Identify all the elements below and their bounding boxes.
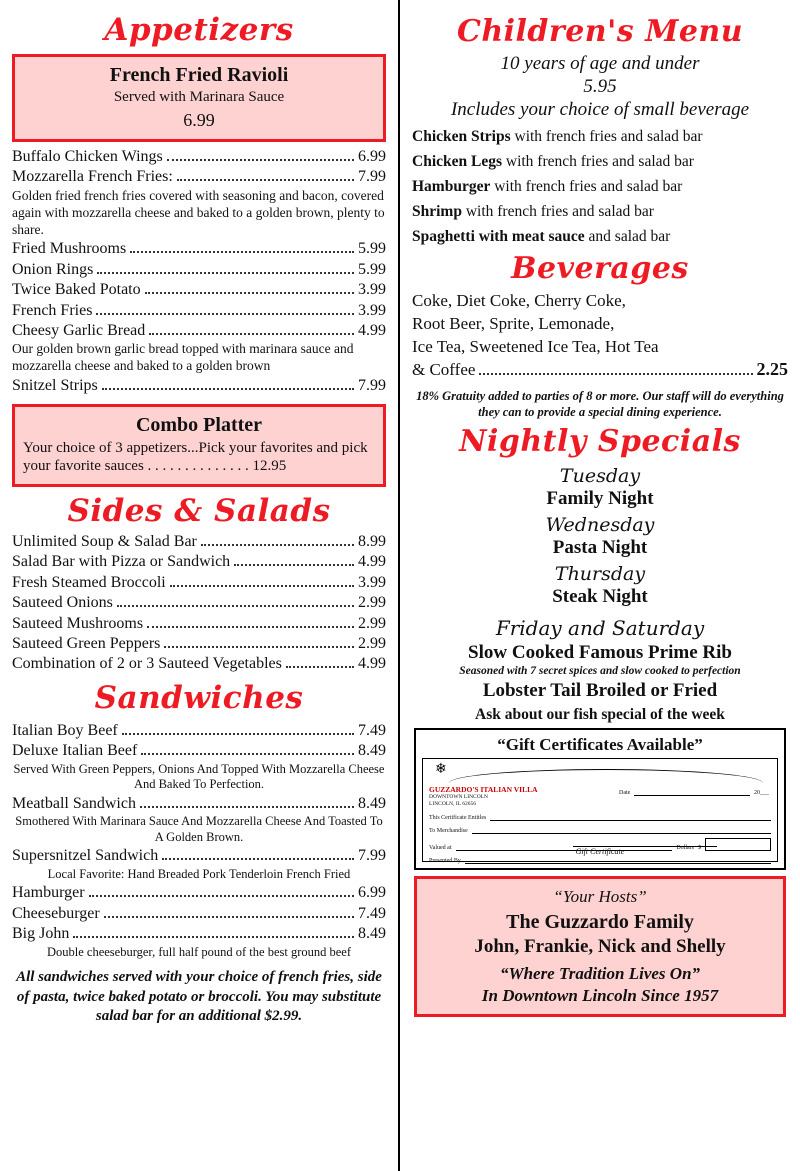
combo-platter-title: Combo Platter — [135, 413, 263, 436]
item-name: French Fries — [12, 301, 93, 319]
menu-item — [12, 261, 386, 279]
item-price: 4.99 — [358, 321, 386, 339]
combo-platter-box — [12, 404, 386, 488]
childrens-age-note: 10 years of age and under — [500, 53, 700, 74]
cert-entitles-row — [429, 812, 771, 821]
fish-special-note: Ask about our fish special of the week — [475, 706, 725, 724]
menu-item — [12, 322, 386, 340]
item-price: 2.99 — [358, 594, 386, 612]
bow-icon: ❄ — [435, 762, 447, 778]
item-name: Chicken Legs — [412, 153, 502, 170]
leader-dots — [122, 724, 354, 735]
cert-year: 20___ — [754, 790, 769, 797]
item-name: Big John — [12, 925, 70, 943]
item-description: Golden fried french fries covered with seasoning and bacon, covered again with mozzarella cheese and baked to a golden brown, plenty to share. — [12, 187, 385, 237]
item-name: Salad Bar with Pizza or Sandwich — [12, 553, 231, 571]
item-name: Spaghetti with meat sauce — [412, 228, 585, 245]
leader-dots — [286, 658, 354, 669]
item-price: 6.99 — [358, 884, 386, 902]
cert-presented-line — [465, 855, 771, 864]
special-name: Pasta Night — [552, 537, 648, 559]
item-name: Fresh Steamed Broccoli — [12, 573, 166, 591]
item-price: 8.99 — [358, 533, 386, 550]
special-day: Wednesday — [545, 514, 655, 537]
cert-signature-label: Gift Certificate — [575, 847, 625, 857]
beverages-line-2: Root Beer, Sprite, Lemonade, — [412, 313, 615, 333]
leader-dots — [149, 324, 354, 335]
leader-dots — [162, 850, 354, 861]
item-price: 4.99 — [358, 655, 386, 673]
item-name: Mozzarella French Fries: — [12, 168, 173, 186]
weekend-special-day: Friday and Saturday — [495, 616, 705, 641]
menu-item — [12, 148, 386, 166]
item-name: Cheesy Garlic Bread — [12, 321, 146, 339]
gratuity-note: 18% Gratuity added to parties of 8 or more. Our staff will do everything they can to provide a special dining experience. — [416, 388, 784, 420]
item-description: Smothered With Marinara Sauce And Mozzarella Cheese And Toasted To A Golden Brown. — [15, 814, 383, 844]
childrens-item — [412, 178, 788, 196]
item-description: Served With Green Peppers, Onions And Topped With Mozzarella Cheese And Baked To Perfection. — [13, 761, 385, 792]
cert-date-block — [619, 785, 769, 796]
menu-item — [12, 281, 386, 299]
cert-date-row — [619, 787, 769, 796]
weekend-special-main: Slow Cooked Famous Prime Rib — [468, 642, 732, 664]
item-price: 4.99 — [358, 553, 386, 571]
menu-item — [12, 574, 386, 592]
item-description: and salad bar — [588, 228, 671, 245]
beverages-price-row — [412, 359, 788, 380]
childrens-item — [412, 153, 788, 171]
ribbon-swoop — [449, 769, 763, 784]
item-description: with french fries and salad bar — [514, 128, 703, 145]
item-name: Shrimp — [412, 203, 462, 220]
item-price: 8.49 — [358, 925, 386, 943]
item-name: Italian Boy Beef — [12, 721, 118, 739]
item-price: 3.99 — [358, 573, 386, 591]
leader-dots — [201, 535, 354, 546]
item-name: Onion Rings — [12, 260, 94, 278]
item-name: Sauteed Green Peppers — [12, 634, 161, 652]
weekend-special-main-2: Lobster Tail Broiled or Fried — [482, 680, 718, 702]
item-price: 7.49 — [358, 904, 386, 922]
menu-item — [12, 377, 386, 395]
item-price: 6.99 — [358, 148, 386, 165]
item-description: with french fries and salad bar — [465, 203, 654, 220]
featured-appetizer-box — [12, 54, 386, 142]
leader-dots — [97, 263, 354, 274]
menu-item — [12, 655, 386, 673]
item-name: Supersnitzel Sandwich — [12, 847, 159, 865]
combo-platter-desc — [23, 439, 375, 477]
item-name: Hamburger — [12, 884, 85, 902]
item-description: Double cheeseburger, full half pound of the best ground beef — [46, 944, 352, 959]
gift-certificate-image — [422, 758, 778, 865]
item-description: with french fries and salad bar — [505, 153, 694, 170]
item-price: 7.49 — [358, 721, 386, 739]
leader-dots — [104, 907, 354, 918]
cert-date-label: Date — [619, 790, 631, 797]
featured-appetizer-title: French Fried Ravioli — [109, 64, 289, 86]
leader-dots — [167, 150, 354, 161]
item-name: Twice Baked Potato — [12, 281, 141, 299]
menu-item — [12, 594, 386, 612]
cert-dollar-sign: $ — [698, 845, 701, 852]
item-description: Our golden brown garlic bread topped with marinara sauce and mozzarella cheese and baked to a golden brown — [12, 341, 354, 374]
item-name: Deluxe Italian Beef — [12, 742, 138, 760]
childrens-item — [412, 228, 788, 246]
item-price: 2.99 — [358, 614, 386, 632]
leader-dots — [130, 243, 354, 254]
leader-dots — [117, 596, 354, 607]
combo-price: 12.95 — [252, 458, 287, 475]
hosts-quote: “Your Hosts” — [553, 887, 647, 907]
item-name: Combination of 2 or 3 Sauteed Vegetables — [12, 655, 282, 673]
childrens-beverage-note: Includes your choice of small beverage — [450, 99, 750, 120]
menu-item — [12, 615, 386, 633]
cert-presented-row — [429, 855, 771, 864]
leader-dots — [177, 171, 354, 182]
cert-valued-label: Valued at — [429, 845, 452, 852]
item-name: Chicken Strips — [412, 128, 511, 145]
item-price: 8.49 — [358, 742, 386, 760]
item-name: Meatball Sandwich — [12, 794, 136, 812]
beverages-line-3: Ice Tea, Sweetened Ice Tea, Hot Tea — [412, 336, 659, 356]
menu-item — [12, 635, 386, 653]
special-name: Family Night — [546, 488, 654, 510]
cert-presented-label: Presented By — [429, 858, 461, 865]
beverages-price: 2.25 — [756, 358, 788, 379]
brand-state: LINCOLN, IL 62656 — [429, 801, 476, 808]
gift-certificate-title: “Gift Certificates Available” — [497, 735, 703, 755]
hosts-tagline-1: “Where Tradition Lives On” — [499, 964, 701, 984]
childrens-item — [412, 128, 788, 146]
cert-merchandise-label: To Merchandise — [429, 828, 468, 835]
menu-item — [12, 533, 386, 551]
item-price: 2.99 — [358, 634, 386, 652]
nightly-specials-heading: Nightly Specials — [459, 424, 741, 460]
leader-dots — [73, 927, 354, 938]
leader-dots — [234, 556, 354, 567]
leader-dots — [147, 617, 354, 628]
featured-appetizer-price: 6.99 — [183, 110, 215, 130]
item-price: 5.99 — [358, 240, 386, 258]
leader-dots — [479, 363, 752, 374]
item-price: 7.99 — [358, 847, 386, 865]
brand-city: DOWNTOWN LINCOLN — [429, 794, 489, 801]
combo-dots: . . . . . . . . . . . . . . — [147, 458, 253, 475]
menu-item — [12, 884, 386, 902]
featured-appetizer-subtitle: Served with Marinara Sauce — [113, 89, 285, 105]
cert-entitles-line — [490, 812, 771, 821]
beverages-heading: Beverages — [511, 251, 689, 286]
item-name: Hamburger — [412, 178, 491, 195]
item-price: 8.49 — [358, 794, 386, 812]
special-name: Steak Night — [552, 586, 648, 608]
item-price: 7.99 — [358, 377, 386, 395]
item-name: Fried Mushrooms — [12, 240, 127, 258]
item-name: Snitzel Strips — [12, 377, 98, 395]
menu-item — [12, 905, 386, 923]
menu-item — [12, 795, 386, 813]
item-price: 3.99 — [358, 281, 386, 299]
menu-item — [12, 553, 386, 571]
beverages-line-4: & Coffee — [412, 359, 476, 379]
cert-merchandise-line — [472, 825, 771, 834]
menu-item — [12, 168, 386, 186]
item-name: Buffalo Chicken Wings — [12, 148, 163, 165]
cert-merchandise-row — [429, 825, 771, 834]
right-column — [400, 0, 800, 1171]
special-day: Thursday — [554, 563, 646, 586]
beverages-line-1: Coke, Diet Coke, Cherry Coke, — [412, 291, 626, 310]
item-price: 3.99 — [358, 301, 386, 319]
childrens-item — [412, 203, 788, 221]
leader-dots — [96, 304, 354, 315]
menu-item — [12, 722, 386, 740]
leader-dots — [140, 797, 354, 808]
weekend-special-sub: Seasoned with 7 secret spices and slow cooked to perfection — [459, 665, 741, 678]
item-price: 5.99 — [358, 260, 386, 278]
leader-dots — [170, 576, 354, 587]
menu-item — [12, 925, 386, 943]
leader-dots — [102, 379, 354, 390]
cert-entitles-label: This Certificate Entitles — [429, 815, 487, 822]
item-name: Sauteed Onions — [12, 594, 113, 612]
item-name: Unlimited Soup & Salad Bar — [12, 533, 197, 550]
hosts-names: John, Frankie, Nick and Shelly — [474, 936, 726, 958]
cert-dollars-label: Dollars — [676, 845, 694, 852]
hosts-family: The Guzzardo Family — [506, 911, 694, 934]
leader-dots — [89, 887, 354, 898]
item-name: Cheeseburger — [12, 904, 100, 922]
leader-dots — [164, 637, 354, 648]
leader-dots — [145, 283, 354, 294]
menu-item — [12, 302, 386, 320]
sandwiches-footnote: All sandwiches served with your choice of french fries, side of pasta, twice baked potato or broccoli. You may substitute salad bar for an additional $2.99. — [16, 969, 382, 1025]
item-description: with french fries and salad bar — [494, 178, 683, 195]
hosts-box — [414, 876, 786, 1017]
childrens-menu-heading: Children's Menu — [456, 14, 744, 49]
leader-dots — [141, 744, 354, 755]
restaurant-brand: GUZZARDO'S ITALIAN VILLA — [429, 785, 538, 795]
item-description: Local Favorite: Hand Breaded Pork Tenderloin French Fried — [47, 866, 351, 881]
appetizers-heading: Appetizers — [104, 12, 294, 48]
gift-certificate-section — [414, 728, 786, 870]
sides-heading: Sides & Salads — [67, 493, 331, 529]
item-name: Sauteed Mushrooms — [12, 614, 144, 632]
special-day: Tuesday — [559, 465, 641, 488]
childrens-price: 5.95 — [583, 76, 617, 97]
menu-item — [12, 240, 386, 258]
sandwiches-heading: Sandwiches — [94, 679, 304, 716]
cert-date-line — [634, 787, 750, 796]
menu-item — [12, 742, 386, 760]
item-price: 7.99 — [358, 168, 386, 186]
combo-desc-text: Your choice of 3 appetizers...Pick your favorites and pick your favorite sauces — [23, 439, 368, 475]
menu-item — [12, 847, 386, 865]
hosts-tagline-2: In Downtown Lincoln Since 1957 — [481, 986, 719, 1006]
